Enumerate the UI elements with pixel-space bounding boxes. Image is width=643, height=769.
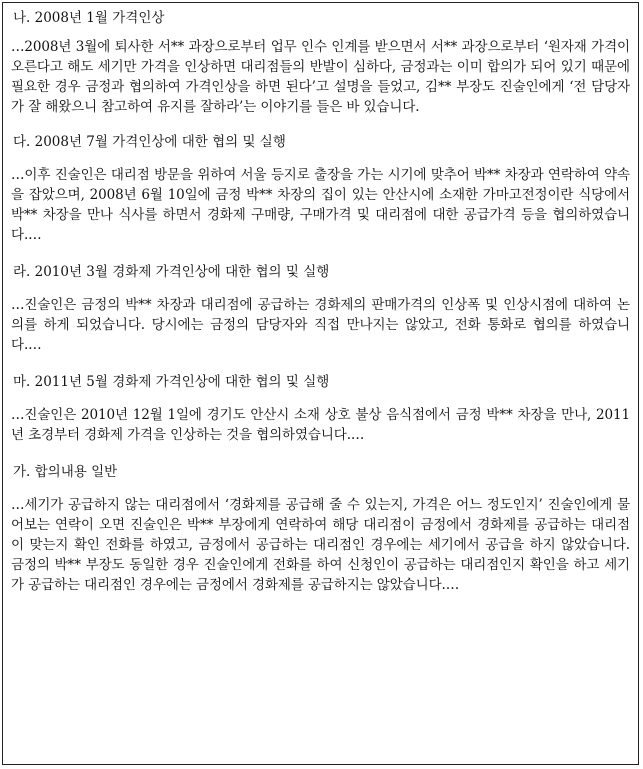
section-2008-jul xyxy=(11,133,630,245)
section-2011-may xyxy=(11,373,630,445)
section-body: …진술인은 2010년 12월 1일에 경기도 안산시 소재 상호 불상 음식점에서 금정 박** 차장을 만나, 2011년 초경부터 경화제 가격을 인상하는 것을 협의하였습니다.… xyxy=(11,407,630,443)
section-heading: 가. 합의내용 일반 xyxy=(13,464,118,480)
section-2008-jan xyxy=(11,9,630,117)
section-body: …2008년 3월에 퇴사한 서** 과장으로부터 업무 인수 인계를 받으면서 서** 과장으로부터 ‘원자재 가격이 오른다고 해도 세기만 가격을 인상하면 대리점들의 반발이 심하다, 금정과는 이미 합의가 되어 있기 때문에 필요한 경우 금정과 협의하여 가격인상을 하면 된다’고 설명을 들었고, 김** 부장도 진술인에게 ‘전 담당자가 잘 해왔으니 참고하여 유지를 잘하라’는 이야기를 들은 바 있습니다. xyxy=(11,39,630,115)
section-body: …이후 진술인은 대리점 방문을 위하여 서울 등지로 출장을 가는 시기에 맞추어 박** 차장과 연락하여 약속을 잡았으며, 2008년 6월 10일에 금정 박** 차장의 집이 있는 안산시에 소재한 가마고전정이란 식당에서 박** 차장을 만나 식사를 하면서 경화제 구매량, 구매가격 및 대리점에 대한 공급가격 등을 협의하였습니다.… xyxy=(11,167,630,243)
section-agreement-general xyxy=(11,463,630,595)
section-2010-mar xyxy=(11,263,630,355)
section-body: …세기가 공급하지 않는 대리점에서 ‘경화제를 공급해 줄 수 있는지, 가격은 어느 정도인지’ 진술인에게 물어보는 연락이 오면 진술인은 박** 부장에게 연락하여 해당 대리점이 금정에서 경화제를 공급하는 대리점이 맞는지 확인 전화를 하였고, 금정에서 공급하는 대리점인 경우에는 세기에서 공급을 하지 않았습니다. 금정의 박** 부장도 동일한 경우 진술인에게 전화를 하여 신청인이 공급하는 대리점인지 확인을 하고 세기가 공급하는 대리점인 경우에는 금정에서 경화제를 공급하지는 않았습니다.… xyxy=(11,497,630,593)
section-heading: 라. 2010년 3월 경화제 가격인상에 대한 협의 및 실행 xyxy=(13,264,330,280)
section-heading: 나. 2008년 1월 가격인상 xyxy=(13,10,165,26)
section-heading: 다. 2008년 7월 가격인상에 대한 협의 및 실행 xyxy=(13,134,286,150)
section-heading: 마. 2011년 5월 경화제 가격인상에 대한 협의 및 실행 xyxy=(13,374,330,390)
document-frame xyxy=(2,2,639,765)
section-body: …진술인은 금정의 박** 차장과 대리점에 공급하는 경화제의 판매가격의 인상폭 및 인상시점에 대하여 논의를 하게 되었습니다. 당시에는 금정의 담당자와 직접 만나지는 않았고, 전화 통화로 협의를 하였습니다.… xyxy=(11,297,630,353)
